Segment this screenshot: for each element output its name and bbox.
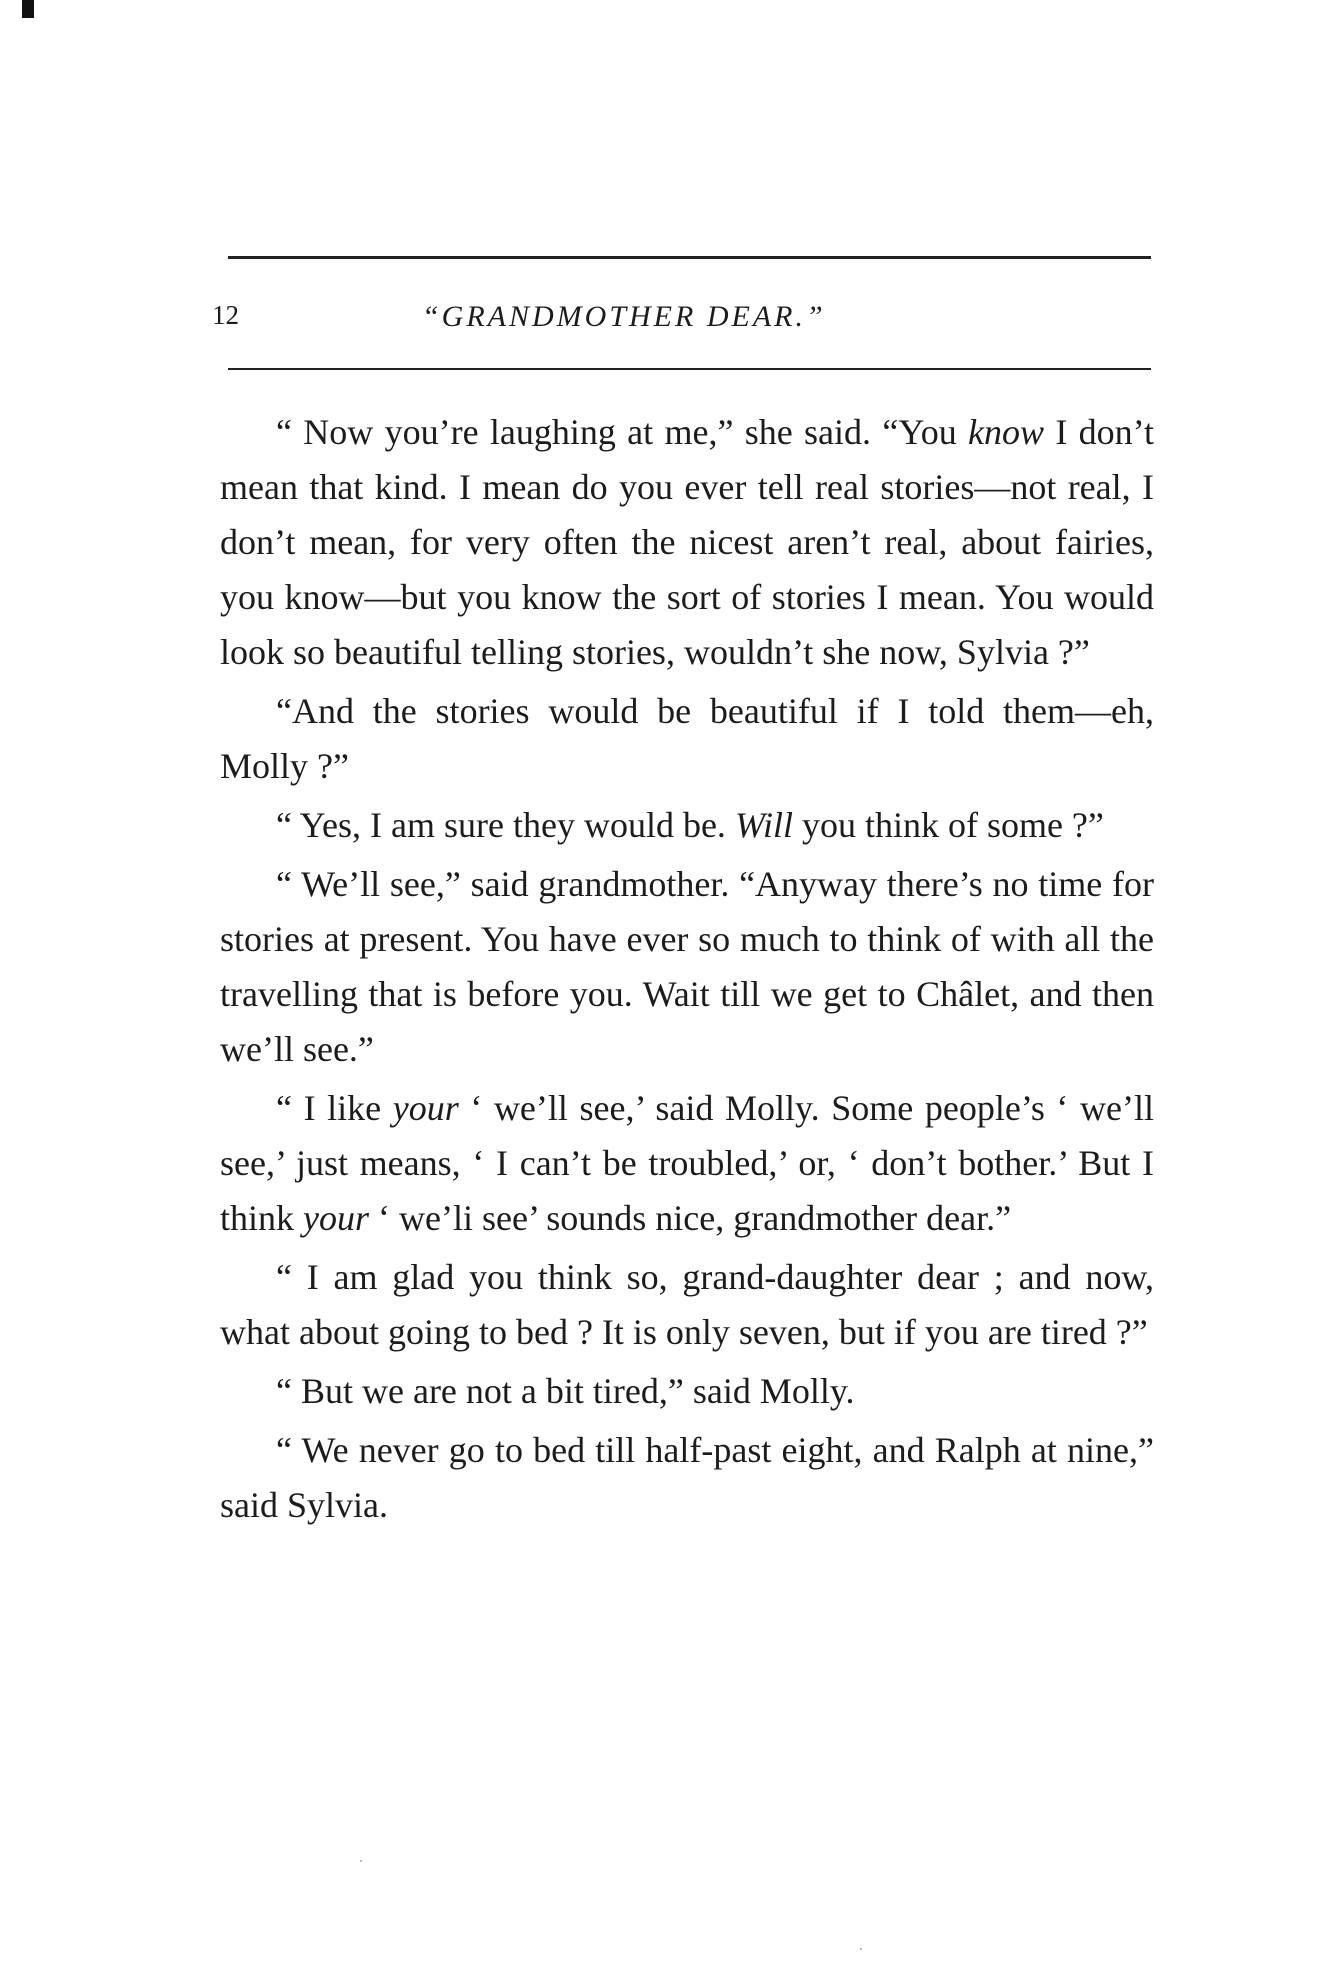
italic-text: Will <box>734 805 793 845</box>
paragraph <box>220 1423 1154 1533</box>
header-rule-top <box>228 256 1151 259</box>
italic-text: know <box>968 412 1045 452</box>
text-run: ‘ we’ll see,’ said Molly. Some people’s ‘ we’ll see,’ just means, ‘ I can’t be troubled,’ or, ‘ don’t bother.’ But I think <box>220 1088 1154 1238</box>
scan-mark <box>22 0 34 18</box>
italic-text: your <box>303 1198 370 1238</box>
paragraph <box>220 1081 1154 1246</box>
text-run: “And the stories would be beautiful if I told them—eh, Molly ?” <box>220 691 1154 786</box>
text-run: “ Yes, I am sure they would be. <box>276 805 735 845</box>
text-run: “ We’ll see,” said grandmother. “Anyway there’s no time for stories at present. You have ever so much to think of with all the travelling that is before you. Wait till we get to Châlet, and then we’ll see.” <box>220 864 1154 1069</box>
paragraph <box>220 684 1154 794</box>
text-run: you think of some ?” <box>792 805 1104 845</box>
italic-text: your <box>392 1088 459 1128</box>
paragraph <box>220 798 1154 853</box>
scan-speck <box>860 1948 862 1950</box>
body-text <box>220 405 1154 1537</box>
header-rule-bottom <box>228 368 1151 370</box>
paragraph <box>220 1250 1154 1360</box>
running-head: “GRANDMOTHER DEAR.” <box>422 300 826 333</box>
text-run: “ But we are not a bit tired,” said Molly. <box>276 1371 855 1411</box>
text-run: “ I am glad you think so, grand-daughter dear ; and now, what about going to bed ? It is only seven, but if you are tired ?” <box>220 1257 1154 1352</box>
text-run: “ We never go to bed till half-past eight, and Ralph at nine,” said Sylvia. <box>220 1430 1154 1525</box>
text-run: “ Now you’re laughing at me,” she said. “You <box>276 412 969 452</box>
text-run: I don’t mean that kind. I mean do you ever tell real stories—not real, I don’t mean, for very often the nicest aren’t real, about fairies, you know—but you know the sort of stories I mean. You would look so beautiful telling stories, wouldn’t she now, Sylvia ?” <box>220 412 1155 672</box>
text-run: “ I like <box>276 1088 393 1128</box>
page-number: 12 <box>212 300 239 330</box>
paragraph <box>220 1364 1154 1419</box>
paragraph <box>220 405 1154 680</box>
text-run: ‘ we’li see’ sounds nice, grandmother dear.” <box>369 1198 1012 1238</box>
paragraph <box>220 857 1154 1077</box>
page-header <box>212 300 1152 350</box>
scan-speck <box>360 1860 362 1862</box>
